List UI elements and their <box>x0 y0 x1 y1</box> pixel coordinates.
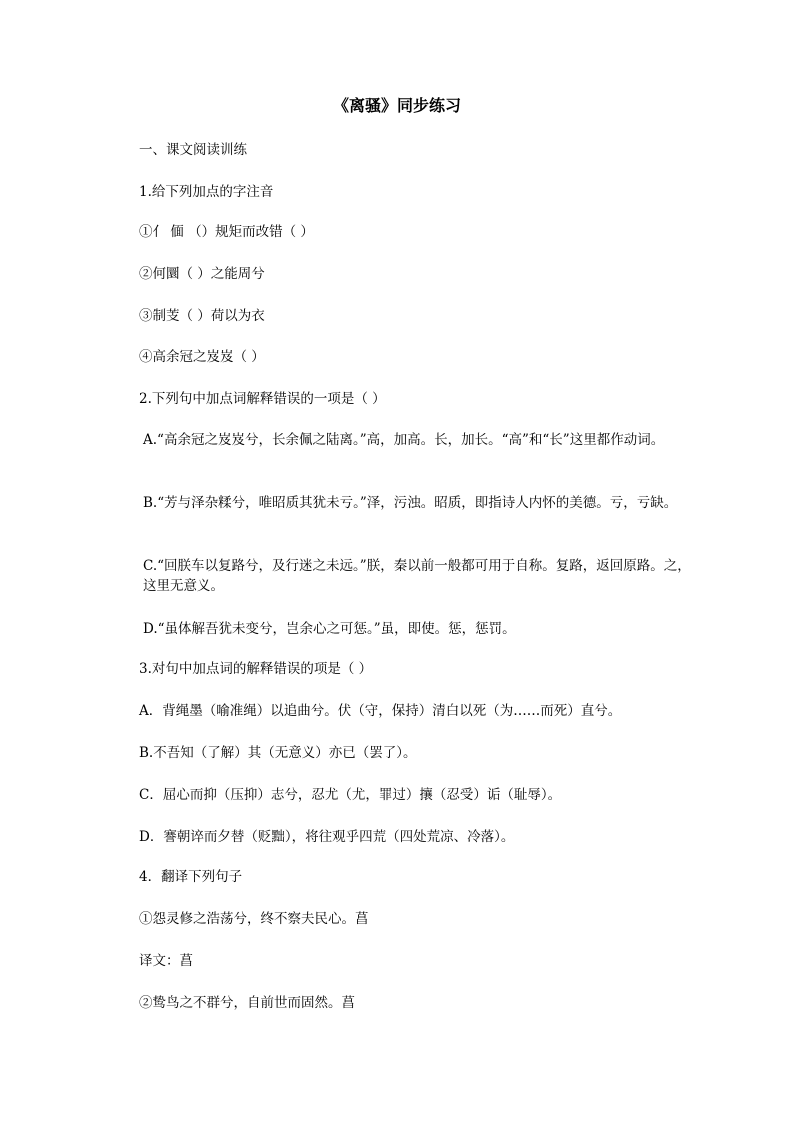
section-heading: 一、课文阅读训练 <box>139 142 247 158</box>
question-1-item: ②何圜（ ）之能周兮 <box>139 266 265 282</box>
question-1-item: ③制芰（ ）荷以为衣 <box>139 308 265 324</box>
question-3-heading: 3.对句中加点词的解释错误的项是（ ） <box>139 661 373 677</box>
question-2-option-d: D.“虽体解吾犹未变兮，岂余心之可惩。”虽，即使。惩，惩罚。 <box>143 621 516 637</box>
question-1-item: ①亻 偭 （）规矩而改错（ ） <box>139 224 314 240</box>
question-4-heading: 4．翻译下列句子 <box>139 869 243 885</box>
question-4-sentence-2: ②鸷鸟之不群兮，自前世而固然。菖 <box>139 995 355 1011</box>
question-3-option-b: B.不吾知（了解）其（无意义）亦已（罢了）。 <box>139 745 417 761</box>
document-title: 《离骚》同步练习 <box>332 96 461 115</box>
question-3-option-d: D．謇朝谇而夕替（贬黜），将往观乎四荒（四处荒凉、冷落）。 <box>139 829 515 845</box>
question-2-heading: 2.下列句中加点词解释错误的一项是（ ） <box>139 391 386 407</box>
question-2-option-a: A.“高余冠之岌岌兮，长余佩之陆离。”高，加高。长，加长。“高”和“长”这里都作动词。 <box>143 432 665 448</box>
question-2-option-b: B.“芳与泽杂糅兮，唯昭质其犹未亏。”泽，污浊。昭质，即指诗人内怀的美德。亏，亏缺。 <box>143 495 678 511</box>
question-1-item: ④高余冠之岌岌（ ） <box>139 349 265 365</box>
question-3-option-c: C．屈心而抑（压抑）志兮，忍尤（尤，罪过）攘（忍受）诟（耻辱）。 <box>139 787 562 803</box>
question-2-option-c: C.“回朕车以复路兮，及行迷之未远。”朕，秦以前一般都可用于自称。复路，返回原路。之，这里无意义。 <box>143 558 691 594</box>
question-3-option-a: A．背绳墨（喻准绳）以追曲兮。伏（守，保持）清白以死（为……而死）直兮。 <box>139 703 622 719</box>
question-4-translation-label: 译文：菖 <box>139 953 193 969</box>
question-1-heading: 1.给下列加点的字注音 <box>139 184 274 200</box>
question-4-sentence-1: ①怨灵修之浩荡兮，终不察夫民心。菖 <box>139 911 369 927</box>
